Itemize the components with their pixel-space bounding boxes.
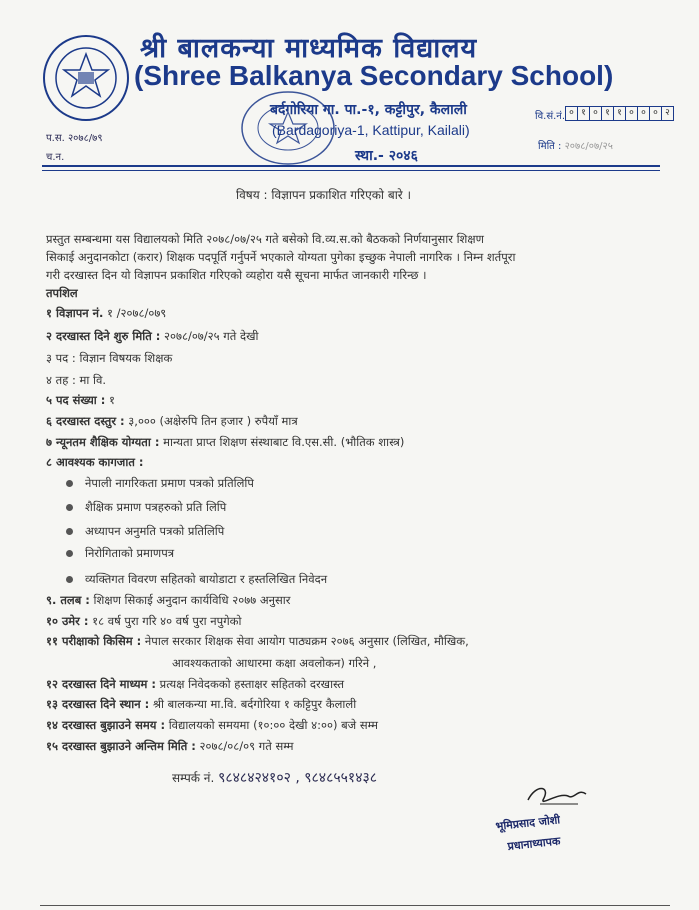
detail-item [46, 593, 290, 608]
document-text: व्यक्तिगत विवरण सहितको बायोडाटा र हस्तलिखित निवेदन [85, 572, 328, 586]
detail-item [46, 718, 378, 733]
document-item [66, 500, 226, 515]
bullet-icon [66, 504, 73, 511]
letter-subject: विषय : विज्ञापन प्रकाशित गरिएको बारे । [236, 188, 412, 202]
detail-value: मान्यता प्राप्त शिक्षण संस्थाबाट वि.एस.सी. (भौतिक शास्त्र) [159, 435, 405, 449]
chalani-number: च.न. [46, 152, 65, 163]
detail-label: १० उमेर : [46, 614, 89, 628]
document-text: शैक्षिक प्रमाण पत्रहरुको प्रति लिपि [85, 500, 227, 514]
detail-label: १४ दरखास्त बुझाउने समय : [46, 718, 166, 732]
detail-value: १ [105, 393, 116, 407]
detail-value: २०७८/०७/२५ गते देखी [160, 329, 259, 343]
signature-title: प्रधानाध्यापक [506, 834, 561, 853]
reg-digit: १ [577, 106, 590, 121]
detail-label: ७ न्यूनतम शैक्षिक योग्यता : [46, 435, 160, 449]
letter-date [538, 138, 613, 152]
reg-digit: ० [589, 106, 602, 121]
bullet-icon [66, 480, 73, 487]
reg-digit: ० [565, 106, 578, 121]
school-name-nepali: श्री बालकन्या माध्यमिक विद्यालय [140, 33, 478, 64]
reg-digit: ० [637, 106, 650, 121]
detail-label: २ दरखास्त दिने शुरु मिति : [46, 329, 161, 343]
detail-label: ५ पद संख्या : [46, 393, 106, 407]
document-text: नेपाली नागरिकता प्रमाण पत्रको प्रतिलिपि [85, 476, 254, 490]
detail-label: ८ आवश्यक कागजात : [46, 455, 144, 469]
reg-digit: २ [661, 106, 674, 121]
detail-item [46, 634, 469, 649]
school-address-english: (Bardagoriya-1, Kattipur, Kailali) [272, 122, 470, 138]
detail-value: १८ वर्ष पुरा गरि ४० वर्ष पुरा नपुगेको [88, 614, 242, 628]
detail-label: १३ दरखास्त दिने स्थान : [46, 697, 150, 711]
registration-label: वि.सं.नं. [535, 111, 565, 122]
detail-item [46, 414, 298, 429]
signature-name: भूमिप्रसाद जोशी [494, 813, 561, 833]
established-year: स्था.- २०४६ [355, 148, 418, 164]
detail-value: ४ तह : मा वि. [46, 373, 107, 387]
detail-value: ३,००० (अक्षेरुपि तिन हजार ) रुपैयाँ मात्र [124, 414, 298, 428]
detail-value: १ /२०७८/०७९ [103, 306, 167, 320]
principal-signature-stamp [478, 778, 628, 858]
reg-digit: १ [613, 106, 626, 121]
school-name-english: (Shree Balkanya Secondary School) [134, 60, 614, 91]
detail-value: श्री बालकन्या मा.वि. बर्दगोरिया १ कट्टिपुर कैलाली [149, 697, 357, 711]
detail-value: आवश्यकताको आधारमा कक्षा अवलोकन) गरिने , [172, 656, 377, 670]
detail-item [46, 306, 166, 321]
detail-label: ९. तलब : [46, 593, 90, 607]
reg-digit: १ [601, 106, 614, 121]
date-value: २०७८/०७/२५ [564, 141, 613, 152]
contact-label: सम्पर्क नं. [172, 771, 215, 785]
document-item [66, 546, 174, 561]
patra-sankhya: प.स. २०७८/७९ [46, 133, 103, 144]
detail-value: प्रत्यक्ष निवेदकको हस्ताक्षर सहितको दरखास्त [156, 677, 345, 691]
detail-label: १२ दरखास्त दिने माध्यम : [46, 677, 156, 691]
school-address-nepali: बर्दगोरिया गा. पा.-१, कट्टीपुर, कैलाली [270, 102, 467, 118]
detail-item [46, 614, 241, 629]
school-logo-icon [42, 34, 130, 122]
footer-divider [40, 905, 670, 906]
date-label: मिति : [538, 141, 562, 152]
bullet-icon [66, 528, 73, 535]
detail-label: १५ दरखास्त बुझाउने अन्तिम मिति : [46, 739, 196, 753]
contact-numbers: ९८४८४२४१०२ , ९८४८५५१४३८ [218, 770, 378, 786]
detail-value: नेपाल सरकार शिक्षक सेवा आयोग पाठ्यक्रम २०७६ अनुसार (लिखित, मौखिक, [141, 634, 469, 648]
body-paragraph [46, 230, 666, 284]
detail-label: १ विज्ञापन नं. [46, 306, 104, 320]
body-line: प्रस्तुत सम्बन्धमा यस विद्यालयको मिति २०७८/०७/२५ गते बसेको वि.व्य.स.को बैठकको निर्णयानुसार शिक्षण [46, 232, 484, 246]
registration-number [566, 106, 674, 121]
header-divider-thin [42, 170, 660, 171]
bullet-icon [66, 576, 73, 583]
detail-value: विद्यालयको समयमा (१०:०० देखी ४:००) बजे सम्म [165, 718, 378, 732]
detail-item [46, 435, 404, 450]
detail-item [172, 656, 376, 671]
document-item [66, 476, 254, 491]
bullet-icon [66, 550, 73, 557]
detail-item [46, 739, 294, 754]
document-text: निरोगिताको प्रमाणपत्र [85, 546, 175, 560]
contact-line [172, 768, 377, 787]
document-item [66, 572, 327, 587]
detail-item [46, 351, 172, 366]
detail-value: ३ पद : विज्ञान विषयक शिक्षक [46, 351, 173, 365]
detail-label: ६ दरखास्त दस्तुर : [46, 414, 125, 428]
document-item [66, 524, 224, 539]
detail-value: शिक्षण सिकाई अनुदान कार्यविधि २०७७ अनुसार [89, 593, 291, 607]
detail-item [46, 455, 143, 470]
body-line: गरी दरखास्त दिन यो विज्ञापन प्रकाशित गरिएको व्यहोरा यसै सूचना मार्फत जानकारी गरिन्छ । [46, 268, 427, 282]
reg-digit: ० [625, 106, 638, 121]
reg-digit: ० [649, 106, 662, 121]
detail-item [46, 373, 106, 388]
header-divider [42, 165, 660, 167]
detail-item [46, 329, 258, 344]
detail-label: ११ परीक्षाको किसिम : [46, 634, 142, 648]
details-heading: तपशिल [46, 286, 78, 300]
detail-item [46, 677, 344, 692]
document-text: अध्यापन अनुमति पत्रको प्रतिलिपि [85, 524, 225, 538]
detail-item [46, 393, 115, 408]
body-line: सिकाई अनुदानकोटा (करार) शिक्षक पदपूर्ति गर्नुपर्ने भएकाले योग्यता पुगेका इच्छुक नेपाली नागरिक । निम्न शर्तपूरा [46, 250, 516, 264]
detail-item [46, 697, 356, 712]
detail-value: २०७८/०८/०९ गते सम्म [195, 739, 294, 753]
